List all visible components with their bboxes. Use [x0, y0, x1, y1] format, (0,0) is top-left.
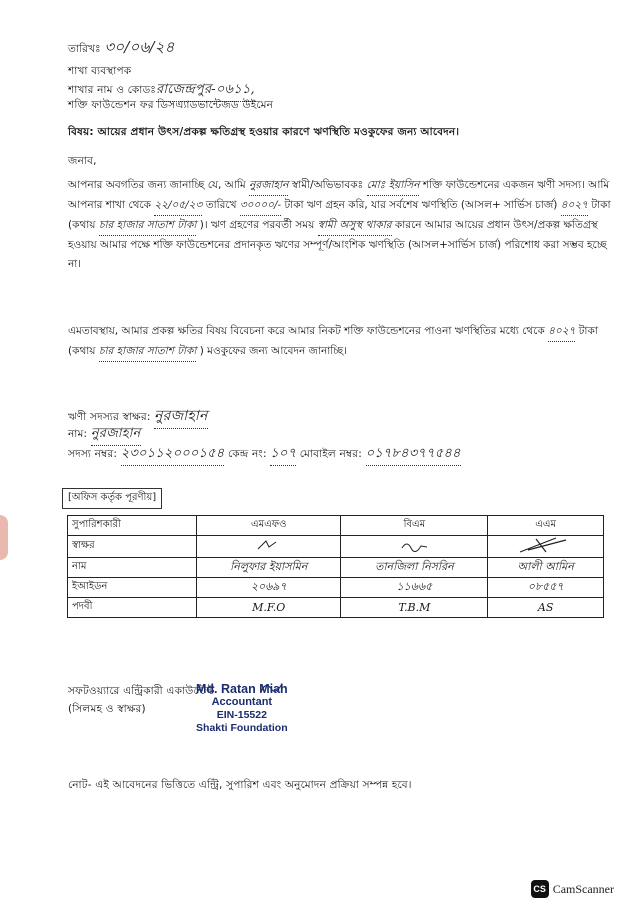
organization-line: শক্তি ফাউন্ডেশন ফর ডিসএ্যাডভান্টেজড উইমেন	[68, 99, 274, 111]
table-cell: AS	[488, 598, 604, 618]
date-label: তারিখঃ	[68, 43, 101, 55]
center-label: কেন্দ্র নং:	[227, 448, 267, 460]
page-edge-shadow	[0, 515, 8, 560]
member-name: নুরজাহান	[91, 424, 141, 446]
signature-cell	[488, 536, 604, 558]
paragraph-2	[68, 322, 616, 362]
signature-cell	[341, 536, 488, 558]
p1-text-c: শক্তি ফাউন্ডেশনের একজন ঋণী সদস্য। আমি আপনার শাখা থেকে	[68, 179, 610, 211]
p1-text-e: টাকা ঋণ গ্রহন করি, যার সর্বশেষ ঋণস্থিতি (আসল+ সার্ভিস চার্জ)	[284, 199, 558, 211]
signature-cell	[197, 536, 341, 558]
footer-note: নোট- এই আবেদনের ভিত্তিতে এন্ট্রি, সুপারিশ এবং অনুমোদন প্রক্রিয়া সম্পন্ন হবে।	[68, 779, 412, 791]
signature-mark	[516, 536, 576, 554]
member-ids-line	[68, 444, 461, 466]
paragraph-1	[68, 176, 616, 274]
table-row	[68, 536, 604, 558]
row-label: পদবী	[68, 598, 197, 618]
table-row	[68, 598, 604, 618]
member-number-label: সদস্য নম্বর:	[68, 448, 118, 460]
table-header-cell: এমএফও	[197, 516, 341, 536]
loan-balance: ৪০২৭	[561, 196, 588, 216]
member-name-label: নাম:	[68, 428, 88, 440]
branch-value: রাজেন্দ্রপুর-০৬১১,	[156, 80, 255, 102]
recommendation-table	[67, 515, 604, 618]
p2-text-b: টাকা (কথায়	[68, 325, 598, 357]
office-use-box: [অফিস কর্তৃক পূরণীয়]	[62, 488, 162, 509]
accountant-stamp	[196, 683, 288, 735]
center-number: ১০৭	[270, 444, 296, 466]
table-cell: M.F.O	[197, 598, 341, 618]
subject-line: বিষয়: আয়ের প্রধান উৎস/প্রকল্প ক্ষতিগ্রস্থ হওয়ার কারণে ঋণস্থিতি মওকুফের জন্য আবেদন।	[68, 126, 460, 138]
salutation: জনাব,	[68, 155, 97, 167]
branch-label: শাখার নাম ও কোডঃ	[68, 84, 157, 96]
table-header-cell: সুপারিশকারী	[68, 516, 197, 536]
camscanner-text: CamScanner	[552, 881, 614, 896]
p2-text-a: এমতাবস্থায়, আমার প্রকল্প ক্ষতির বিষয় বিবেচনা করে আমার নিকট শক্তি ফাউন্ডেশনের পাওনা ঋণস্থিতির মধ্যে থেকে	[68, 325, 545, 337]
table-cell: T.B.M	[341, 598, 488, 618]
row-label: স্বাক্ষর	[68, 536, 197, 558]
p1-text-h: কারনে আমার আয়ের প্রধান উৎস/প্রকল্প ক্ষতিগ্রস্থ হওয়ায় আমার পক্ষে শক্তি ফাউন্ডেশনের প্রদানকৃত ঋণের সম্পূর্ণ/আংশিক ঋণস্থিতি (আসল+সার্ভিস চার্জ) পরিশোধ করা সম্ভব হচ্ছে না।	[68, 219, 607, 270]
waiver-in-words: চার হাজার সাতাশ টাকা	[99, 342, 197, 362]
table-row	[68, 558, 604, 578]
table-cell: ০৮৫৫৭	[488, 578, 604, 598]
table-header-row	[68, 516, 604, 536]
date-value: ৩০/০৬/২৪	[104, 38, 175, 56]
table-cell: আলী আমিন	[488, 558, 604, 578]
p1-text-f: টাকা (কথায়	[68, 199, 611, 231]
stamp-org: Shakti Foundation	[196, 722, 288, 734]
member-name-line	[68, 424, 141, 446]
table-cell: তানজিলা নিসরিন	[341, 558, 488, 578]
p1-text-b: স্বামী/অভিভাবকঃ	[291, 179, 364, 191]
stamp-ein: EIN-15522	[216, 709, 267, 721]
p1-text-g: )। ঋণ গ্রহণের পরবর্তী সময়	[199, 219, 315, 231]
date-line	[68, 36, 175, 61]
member-signature: নুরজাহান	[154, 404, 207, 429]
signature-mark	[399, 538, 429, 552]
member-number: ২৩০১১২০০০১৫৪	[121, 444, 225, 466]
mobile-label: মোবাইল নম্বর:	[299, 448, 363, 460]
table-cell: নিলুফার ইয়াসমিন	[197, 558, 341, 578]
applicant-name: নুরজাহান	[249, 176, 288, 196]
waiver-amount: ৪০২৭	[548, 322, 575, 342]
accountant-subtitle: (সিলমহ ও স্বাক্ষর)	[68, 703, 146, 715]
accountant-title: সফটওয়্যারে এন্ট্রিকারী একাউন্টেন্ট	[68, 685, 215, 697]
table-cell: ২০৬৯৭	[197, 578, 341, 598]
member-signature-label: ঋণী সদস্যর স্বাক্ষর:	[68, 411, 151, 423]
p2-text-c: ) মওকুফের জন্য আবেদন জানাচ্ছি।	[199, 345, 348, 357]
addressee: শাখা ব্যবস্থাপক	[68, 65, 132, 77]
stamp-name: Md. Ratan Miah	[196, 682, 288, 696]
p1-text-d: তারিখে	[205, 199, 237, 211]
hardship-reason: স্বামী অসুস্থ থাকার	[318, 216, 392, 236]
mobile-number: ০১৭৮৪৩৭৭৫৪৪	[366, 444, 461, 466]
stamp-role: Accountant	[211, 696, 273, 708]
office-use-label: অফিস কর্তৃক পূরণীয়	[71, 492, 153, 503]
loan-date: ২২/০৫/২৩	[154, 196, 202, 216]
signature-mark	[254, 538, 284, 552]
loan-amount: ৩০০০০/-	[240, 196, 281, 216]
table-cell: ১১৬৬৫	[341, 578, 488, 598]
guardian-name: মোঃ ইয়াসিন	[367, 176, 420, 196]
table-header-cell: এএম	[488, 516, 604, 536]
row-label: ইআইডন	[68, 578, 197, 598]
row-label: নাম	[68, 558, 197, 578]
table-row	[68, 578, 604, 598]
camscanner-watermark	[531, 880, 614, 898]
balance-in-words: চার হাজার সাতাশ টাকা	[99, 216, 197, 236]
camscanner-logo-icon: CS	[531, 880, 549, 898]
p1-text-a: আপনার অবগতির জন্য জানাচ্ছি যে, আমি	[68, 179, 246, 191]
table-header-cell: বিএম	[341, 516, 488, 536]
